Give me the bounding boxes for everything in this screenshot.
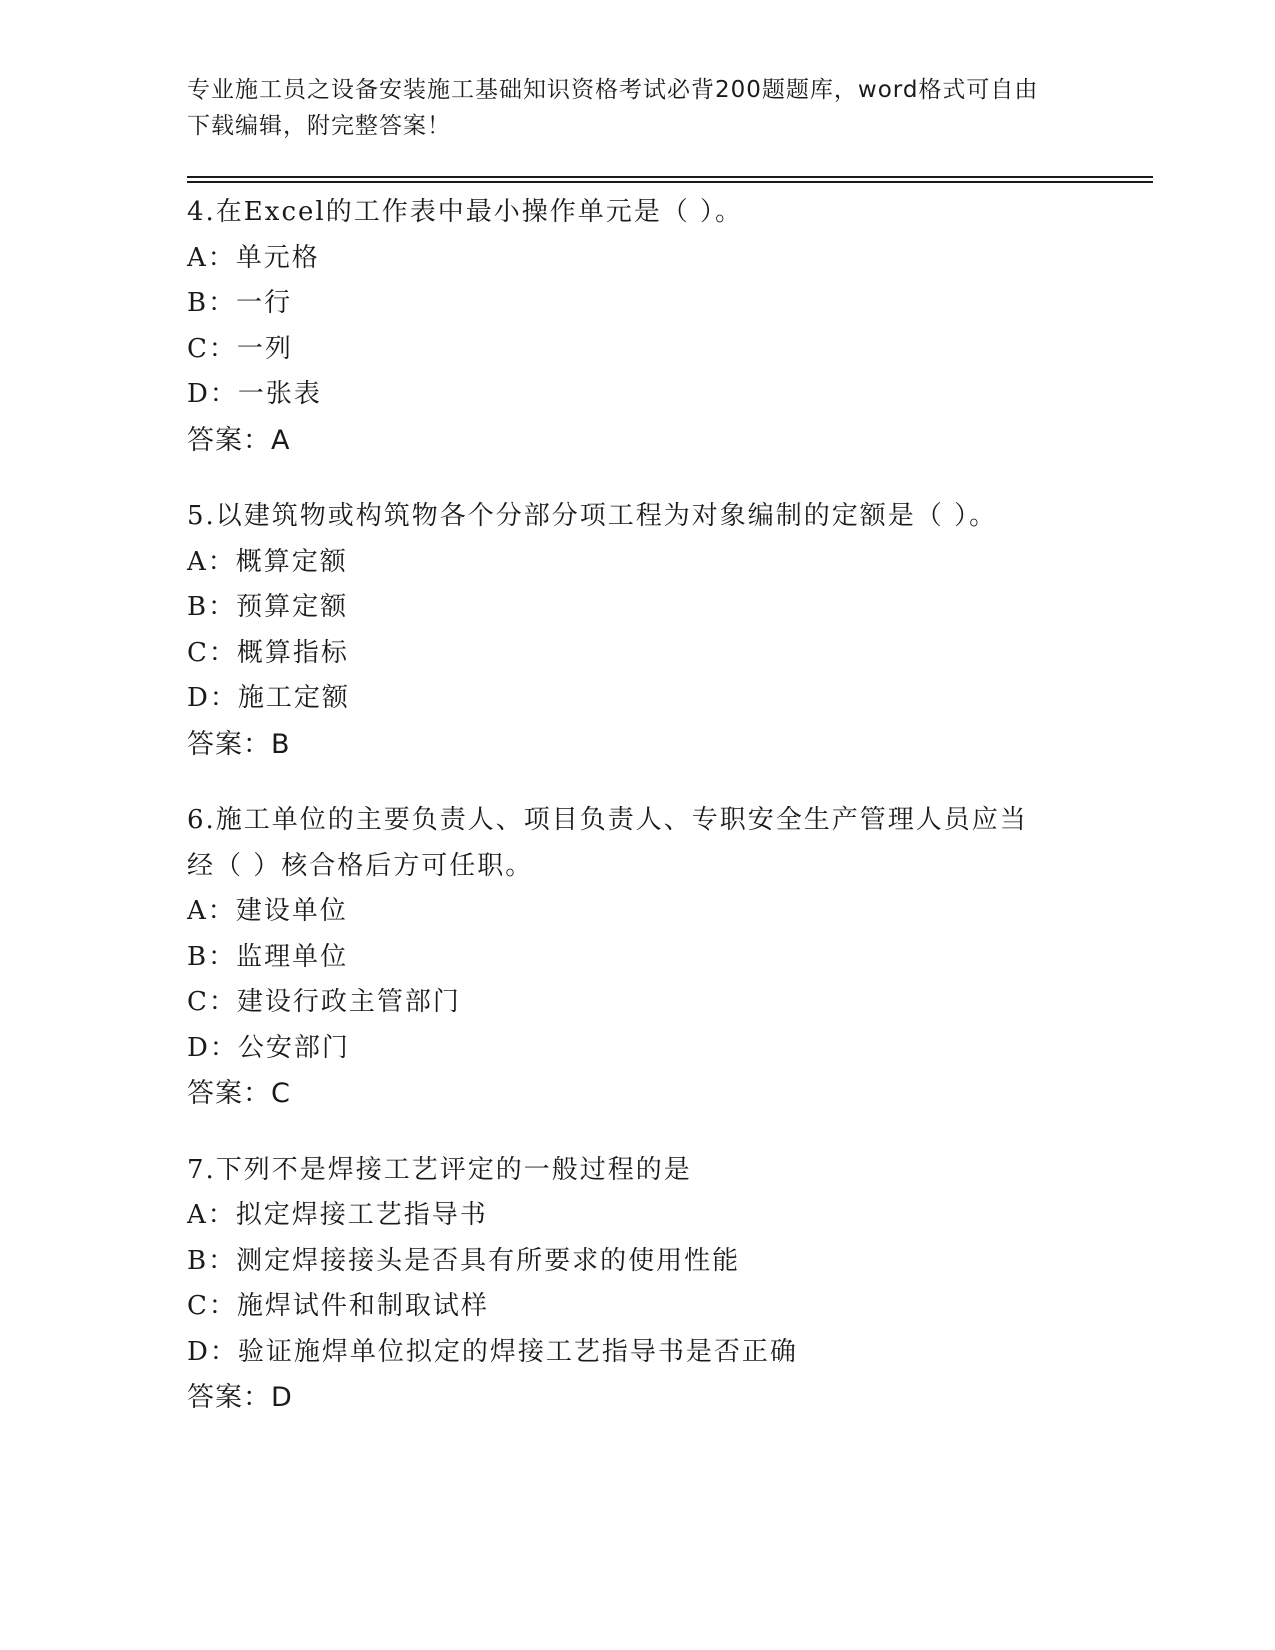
option-c: C：建设行政主管部门 bbox=[187, 987, 461, 1017]
question-list bbox=[187, 190, 1147, 1452]
header-divider-top bbox=[187, 176, 1153, 178]
question-stem-continued: 经（ ）核合格后方可任职。 bbox=[187, 850, 534, 881]
option-b: B：一行 bbox=[187, 288, 293, 318]
option-c: C：施焊试件和制取试样 bbox=[187, 1291, 489, 1321]
option-a: A：概算定额 bbox=[187, 546, 348, 577]
option-d: D：验证施焊单位拟定的焊接工艺指导书是否正确 bbox=[187, 1336, 798, 1367]
option-a: A：拟定焊接工艺指导书 bbox=[187, 1200, 488, 1230]
question-6 bbox=[187, 798, 1147, 1117]
answer: 答案：B bbox=[187, 728, 291, 760]
option-b: B：监理单位 bbox=[187, 941, 349, 972]
option-d: D：公安部门 bbox=[187, 1032, 350, 1063]
question-stem: 4.在Excel的工作表中最小操作单元是（ ）。 bbox=[187, 197, 743, 227]
question-stem: 6.施工单位的主要负责人、项目负责人、专职安全生产管理人员应当 bbox=[187, 805, 1028, 835]
header-line-1: 专业施工员之设备安装施工基础知识资格考试必背200题题库，word格式可自由 bbox=[187, 77, 1039, 103]
option-d: D：施工定额 bbox=[187, 683, 350, 713]
option-c: C：一列 bbox=[187, 333, 293, 364]
question-5 bbox=[187, 494, 1147, 767]
option-b: B：预算定额 bbox=[187, 592, 349, 622]
option-b: B：测定焊接接头是否具有所要求的使用性能 bbox=[187, 1245, 741, 1276]
header-divider-bottom bbox=[187, 181, 1153, 183]
document-header bbox=[187, 72, 1067, 144]
question-7 bbox=[187, 1148, 1147, 1421]
answer: 答案：C bbox=[187, 1078, 291, 1109]
header-line-2: 下载编辑，附完整答案！ bbox=[187, 113, 451, 139]
option-d: D：一张表 bbox=[187, 379, 322, 409]
answer: 答案：D bbox=[187, 1382, 293, 1413]
option-a: A：建设单位 bbox=[187, 896, 348, 926]
question-stem: 5.以建筑物或构筑物各个分部分项工程为对象编制的定额是（ ）。 bbox=[187, 501, 998, 531]
option-c: C：概算指标 bbox=[187, 637, 349, 668]
option-a: A：单元格 bbox=[187, 242, 320, 273]
question-4 bbox=[187, 190, 1147, 463]
question-stem: 7.下列不是焊接工艺评定的一般过程的是 bbox=[187, 1154, 692, 1185]
answer: 答案：A bbox=[187, 424, 291, 456]
